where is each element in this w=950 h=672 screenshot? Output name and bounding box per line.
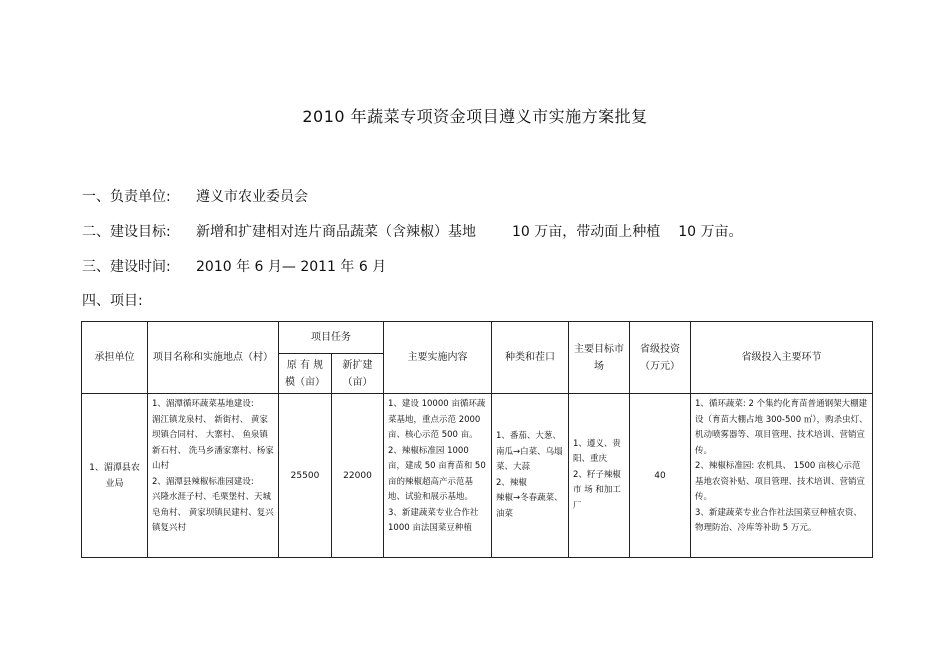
row-content-line: 3、新建蔬菜专业合作社 1000 亩法国菜豆种植 bbox=[388, 507, 479, 533]
section-unit bbox=[82, 186, 308, 206]
document-title: 2010 年蔬菜专项资金项目遵义市实施方案批复 bbox=[302, 107, 648, 126]
header-invest: 省级投资（万元） bbox=[630, 322, 691, 394]
row-name bbox=[148, 394, 279, 558]
row-new: 22000 bbox=[332, 394, 384, 558]
row-link-line: 1、循环蔬菜: 2 个集约化育苗普通钢架大棚建设（育苗大棚占地 300-500 ㎡），购杀虫灯、机动喷雾器等、项目管理、技术培训、营销宣传。 bbox=[695, 399, 868, 456]
row-variety bbox=[492, 394, 569, 558]
row-content bbox=[384, 394, 492, 558]
header-task-new: 新扩建（亩） bbox=[332, 354, 384, 394]
row-name-line: 兴隆水涯子村、毛栗堡村、天城皂角村、 黄家坝镇民建村、复兴镇复兴村 bbox=[152, 492, 274, 533]
row-market bbox=[569, 394, 630, 558]
row-market-line: 1、遵义、贵阳、重庆 bbox=[573, 438, 621, 465]
section-project-label: 四、项目: bbox=[82, 293, 143, 309]
header-content: 主要实施内容 bbox=[384, 322, 492, 394]
header-market: 主要目标市场 bbox=[569, 322, 630, 394]
section-goal-label: 二、建设目标: bbox=[82, 224, 171, 240]
row-content-line: 2、辣椒标准园 1000 亩，建成 50 亩育苗和 50 亩的辣椒超高产示范基地、试验和展示基地。 bbox=[388, 445, 486, 502]
section-goal bbox=[82, 221, 743, 241]
header-link: 省级投入主要环节 bbox=[691, 322, 873, 394]
project-table bbox=[81, 321, 873, 558]
row-link-line: 2、辣椒标准园: 农机具、 1500 亩核心示范基地农资补贴、项目管理、技术培训、营销宣传。 bbox=[695, 461, 866, 502]
section-goal-value-a: 新增和扩建相对连片商品蔬菜（含辣椒）基地 bbox=[196, 224, 476, 240]
section-time bbox=[82, 256, 386, 276]
section-unit-value: 遵义市农业委员会 bbox=[196, 189, 308, 205]
row-name-line: 1、湄潭循环蔬菜基地建设: bbox=[152, 399, 254, 409]
section-goal-value-c: 10 万亩。 bbox=[678, 224, 743, 240]
header-task-orig: 原 有 规 模（亩） bbox=[279, 354, 332, 394]
row-name-line: 湄江镇龙泉村、 新街村、 黄家坝镇合同村、 大寨村、 鱼泉镇新石村、 洗马乡潘家寨村、杨家山村 bbox=[152, 414, 274, 471]
header-variety: 种类和茬口 bbox=[492, 322, 569, 394]
row-link-line: 3、新建蔬菜专业合作社法国菜豆种植农资、物理防治、冷库等补助 5 万元。 bbox=[695, 507, 862, 533]
header-task: 项目任务 bbox=[279, 322, 384, 354]
section-time-label: 三、建设时间: bbox=[82, 259, 171, 275]
row-content-line: 1、建设 10000 亩循环蔬菜基地，重点示范 2000 亩、核心示范 500 亩。 bbox=[388, 399, 486, 440]
row-variety-line: 2、辣椒 bbox=[496, 477, 527, 488]
row-variety-line: 辣椒→冬春蔬菜、油菜 bbox=[496, 493, 563, 519]
row-variety-line: 1、番茄、大葱、南瓜→白菜、乌塌菜、大蒜 bbox=[496, 431, 563, 472]
row-market-line: 2、籽子辣椒 市 场 和加工厂 bbox=[573, 469, 621, 511]
section-unit-label: 一、负责单位: bbox=[82, 189, 171, 205]
header-name: 项目名称和实施地点（村） bbox=[148, 322, 279, 394]
row-link bbox=[691, 394, 873, 558]
section-goal-value-b: 10 万亩，带动面上种植 bbox=[512, 224, 661, 240]
row-unit: 1、湄潭县农业局 bbox=[82, 394, 148, 558]
row-orig: 25500 bbox=[279, 394, 332, 558]
row-invest: 40 bbox=[630, 394, 691, 558]
section-project bbox=[82, 290, 143, 310]
section-time-value: 2010 年 6 月— 2011 年 6 月 bbox=[196, 259, 387, 275]
row-name-line: 2、湄潭县辣椒标准园建设: bbox=[152, 476, 254, 487]
header-unit: 承担单位 bbox=[82, 322, 148, 394]
